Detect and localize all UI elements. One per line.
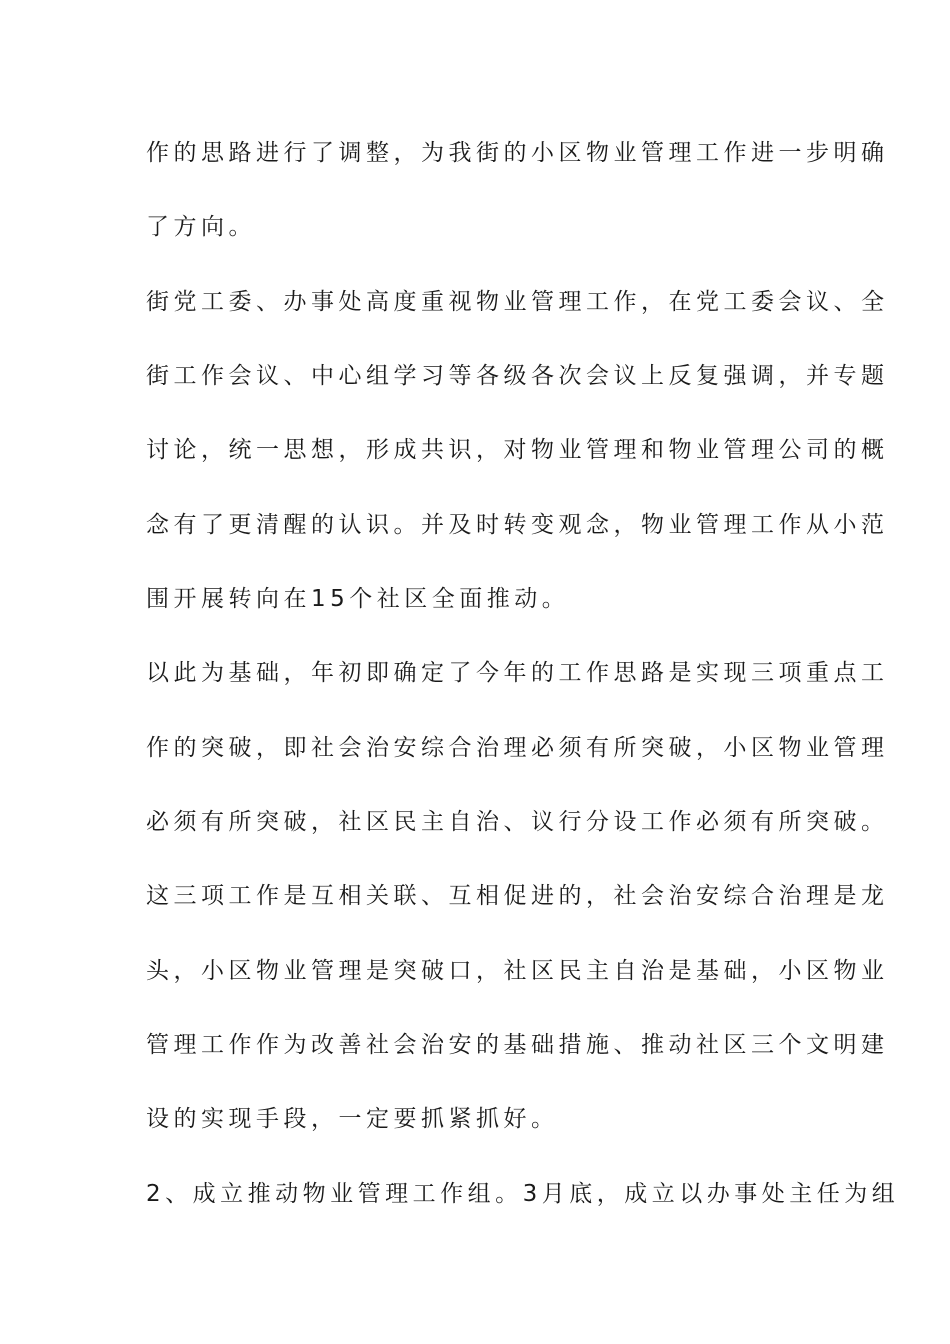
text-line: 街党工委、办事处高度重视物业管理工作，在党工委会议、全	[146, 289, 889, 315]
text-line: 街工作会议、中心组学习等各级各次会议上反复强调，并专题	[146, 363, 889, 389]
text-line: 讨论，统一思想，形成共识，对物业管理和物业管理公司的概	[146, 437, 889, 463]
text-line: 管理工作作为改善社会治安的基础措施、推动社区三个文明建	[146, 1032, 889, 1058]
text-line: 以此为基础，年初即确定了今年的工作思路是实现三项重点工	[146, 660, 889, 686]
text-line: 头，小区物业管理是突破口，社区民主自治是基础，小区物业	[146, 958, 889, 984]
text-line: 作的思路进行了调整，为我街的小区物业管理工作进一步明确	[146, 140, 889, 166]
text-line: 作的突破，即社会治安综合治理必须有所突破，小区物业管理	[146, 735, 889, 761]
text-line: 了方向。	[146, 214, 256, 240]
text-line: 这三项工作是互相关联、互相促进的，社会治安综合治理是龙	[146, 883, 889, 909]
text-line: 念有了更清醒的认识。并及时转变观念，物业管理工作从小范	[146, 512, 889, 538]
text-line: 围开展转向在15个社区全面推动。	[146, 586, 570, 612]
text-line: 必须有所突破，社区民主自治、议行分设工作必须有所突破。	[146, 809, 889, 835]
text-line: 2、成立推动物业管理工作组。3月底，成立以办事处主任为组	[146, 1181, 900, 1207]
text-line: 设的实现手段，一定要抓紧抓好。	[146, 1106, 559, 1132]
